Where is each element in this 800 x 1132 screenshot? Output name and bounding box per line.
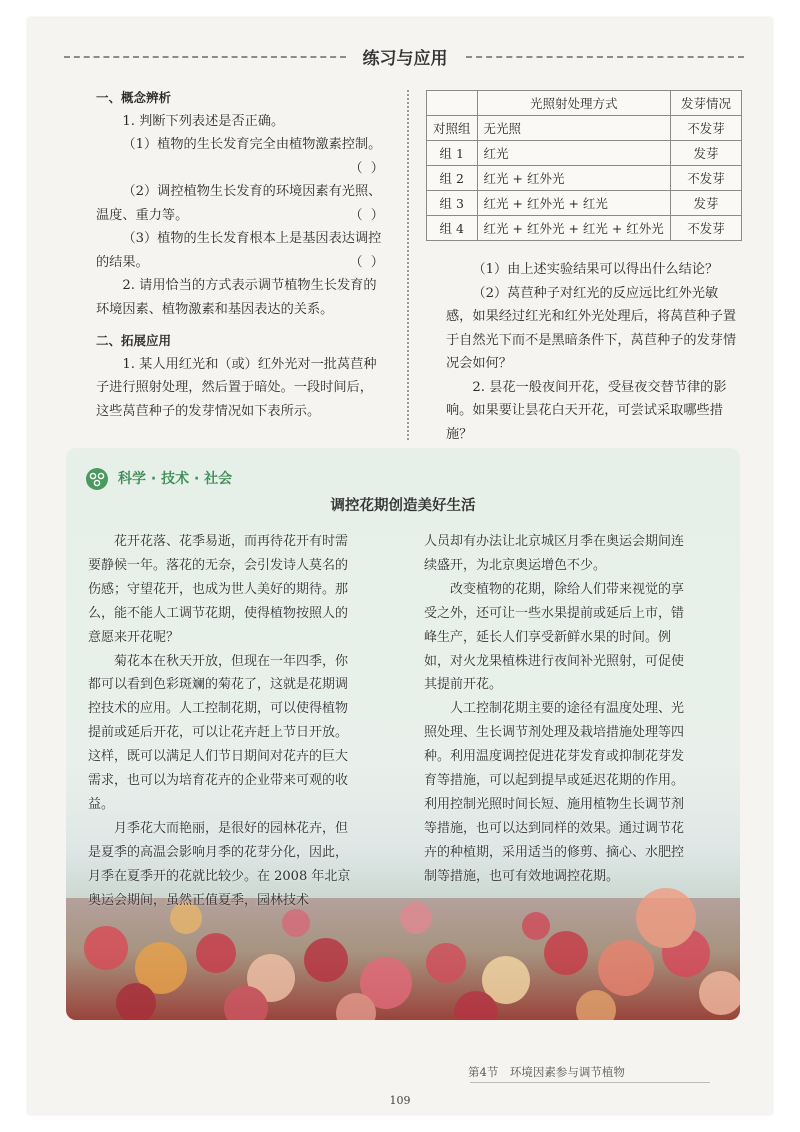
table-cell: 发芽 — [671, 191, 742, 216]
question-2: 2. 请用恰当的方式表示调节植物生长发育的环境因素、植物激素和基因表达的关系。 — [96, 278, 377, 317]
table-cell: 红光 — [477, 141, 670, 166]
concept-questions — [96, 86, 386, 423]
box-category-label: 科学 · 技术 · 社会 — [118, 471, 233, 487]
chapter-footer: 第4节 环境因素参与调节植物 — [468, 1065, 625, 1079]
table-cell: 不发芽 — [671, 216, 742, 241]
table-cell: 红光 + 红外光 — [477, 166, 670, 191]
table-cell: 对照组 — [427, 116, 478, 141]
table-header-row — [427, 91, 742, 116]
germination-table — [426, 90, 742, 241]
table-cell: 不发芽 — [671, 166, 742, 191]
box-paragraph: 花开花落、花季易逝，而再待花开有时需要静候一年。落花的无奈，会引发诗人莫名的伤感；守望花开，也成为世人美好的期待。那么，能不能人工调节花期，使得植物按照人的意愿来开花呢？ — [88, 534, 349, 645]
section-header: 练习与应用 — [362, 49, 448, 69]
statement-1: （1）植物的生长发育完全由植物激素控制。 — [122, 137, 382, 152]
box-paragraph: 月季花大而艳丽，是很好的园林花卉，但是夏季的高温会影响月季的花芽分化，因此，月季在夏季开的花就比较少。在 2008 年北京奥运会期间，虽然正值夏季，园林技术 — [88, 820, 351, 908]
science-technology-society-box — [66, 448, 740, 1020]
box-paragraph: 人工控制花期主要的途径有温度处理、光照处理、生长调节剂处理及栽培措施处理等四种。利用温度调控促进花芽发育或抑制花芽发育等措施，可以起到提早或延迟花期的作用。利用控制光照时间长短、施用植物生长调节剂等措施，也可以达到同样的效果。通过调节花卉的种植期，采用适当的修剪、摘心、水肥控制等措施，也可有效地调控花期。 — [424, 701, 685, 884]
section-concept-heading: 一、概念辨析 — [96, 90, 172, 105]
table-cell: 红光 + 红外光 + 红光 — [477, 191, 670, 216]
header-rule-right — [466, 56, 744, 58]
question-1: 1. 判断下列表述是否正确。 — [122, 113, 285, 129]
science-society-icon — [86, 468, 108, 490]
subquestion-2: （2）莴苣种子对红光的反应远比红外光敏感，如果经过红光和红外光处理后，将莴苣种子置于自然光下而不是黑暗条件下，莴苣种子的发芽情况会如何？ — [446, 285, 737, 371]
table-cell: 组 4 — [427, 216, 478, 241]
question-3: 1. 某人用红光和（或）红外光对一批莴苣种子进行照射处理，然后置于暗处。一段时间后，这些莴苣种子的发芽情况如下表所示。 — [96, 356, 377, 419]
statement-3: （3）植物的生长发育根本上是基因表达调控的结果。 — [96, 231, 382, 270]
footer-rule — [470, 1082, 710, 1083]
answer-blank: （ ） — [349, 160, 386, 176]
table-cell: 组 1 — [427, 141, 478, 166]
box-paragraph: 菊花本在秋天开放，但现在一年四季，你都可以看到色彩斑斓的菊花了，这就是花期调控技术的应用。人工控制花期，可以使得植物提前或延后开花，可以让花卉赶上节日开放。这样，既可以满足人们节日期间对花卉的巨大需求，也可以为培育花卉的企业带来可观的收益。 — [88, 653, 349, 812]
box-paragraph: 改变植物的花期，除给人们带来视觉的享受之外，还可让一些水果提前或延后上市，错峰生产，延长人们享受新鲜水果的时间。例如，对火龙果植株进行夜间补光照射，可促使其提前开花。 — [424, 581, 685, 693]
column-divider — [407, 90, 409, 440]
table-row — [427, 166, 742, 191]
page-number: 109 — [389, 1094, 411, 1107]
section-extension-heading: 二、拓展应用 — [96, 333, 172, 348]
answer-blank: （ ） — [349, 254, 386, 270]
table-cell: 组 3 — [427, 191, 478, 216]
table-cell: 无光照 — [477, 116, 670, 141]
box-right-column — [424, 530, 694, 889]
table-cell: 组 2 — [427, 166, 478, 191]
table-cell: 不发芽 — [671, 116, 742, 141]
extension-questions — [446, 258, 740, 446]
table-row — [427, 216, 742, 241]
header-rule-left — [64, 56, 346, 58]
statement-2: （2）调控植物生长发育的环境因素有光照、温度、重力等。 — [96, 184, 382, 223]
table-row — [427, 191, 742, 216]
table-header-cell: 发芽情况 — [671, 91, 742, 116]
answer-blank: （ ） — [349, 207, 386, 223]
subquestion-1: （1）由上述实验结果可以得出什么结论？ — [472, 262, 719, 277]
table-row — [427, 141, 742, 166]
table-header-cell: 光照射处理方式 — [477, 91, 670, 116]
box-left-column — [88, 530, 358, 913]
box-title: 调控花期创造美好生活 — [330, 498, 476, 514]
box-paragraph: 人员却有办法让北京城区月季在奥运会期间连续盛开，为北京奥运增色不少。 — [424, 534, 685, 573]
question-4: 2. 昙花一般夜间开花，受昼夜交替节律的影响。如果要让昙花白天开花，可尝试采取哪些措施？ — [446, 379, 727, 442]
table-cell: 红光 + 红外光 + 红光 + 红外光 — [477, 216, 670, 241]
table-row — [427, 116, 742, 141]
table-cell: 发芽 — [671, 141, 742, 166]
table-header-cell — [427, 91, 478, 116]
